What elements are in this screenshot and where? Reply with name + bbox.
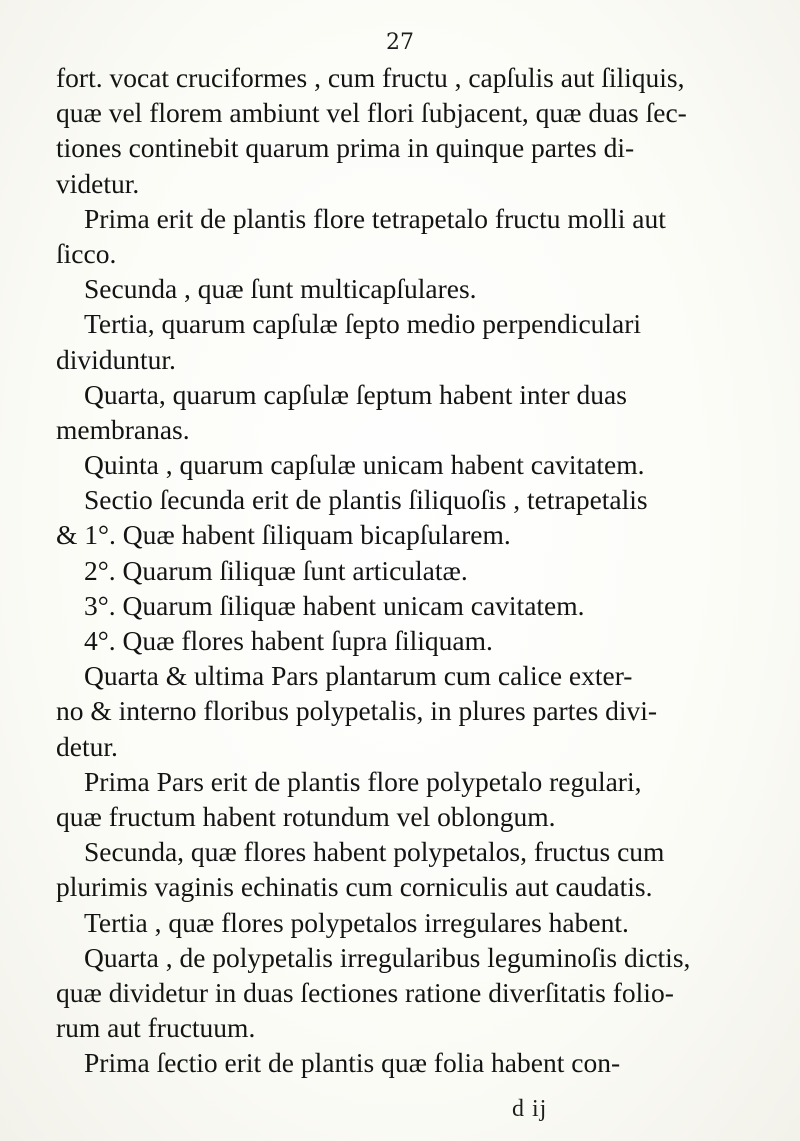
text-line: no & interno floribus polypetalis, in plures partes divi-	[56, 695, 658, 727]
text-line: Prima Pars erit de plantis flore polypetalo regulari,	[84, 765, 642, 797]
text-line: Tertia , quæ flores polypetalos irregulares habent.	[84, 906, 629, 938]
text-line: quæ fructum habent rotundum vel oblongum.	[56, 800, 556, 832]
text-line: Sectio ſecunda erit de plantis ſiliquoſis , tetrapetalis	[84, 484, 648, 516]
text-line: rum aut fructuum.	[56, 1012, 256, 1044]
text-line: 2°. Quarum ſiliquæ ſunt articulatæ.	[84, 554, 468, 586]
text-line: Prima erit de plantis flore tetrapetalo fructu molli aut	[84, 202, 666, 234]
text-line: 4°. Quæ flores habent ſupra ſiliquam.	[84, 625, 493, 656]
text-line: tiones continebit quarum prima in quinque partes di-	[56, 132, 635, 164]
text-line: plurimis vaginis echinatis cum corniculis aut caudatis.	[56, 871, 653, 903]
text-line: fort. vocat cruciformes , cum fructu , capſulis aut ſiliquis,	[56, 62, 685, 93]
text-line: & 1°. Quæ habent ſiliquam bicapſularem.	[56, 519, 511, 551]
text-line: dividuntur.	[56, 343, 176, 375]
body-text	[56, 60, 776, 1080]
text-line: Prima ſectio erit de plantis quæ folia habent con-	[84, 1047, 621, 1079]
text-line: Quarta, quarum capſulæ ſeptum habent inter duas	[84, 378, 627, 410]
text-line: videtur.	[56, 167, 140, 199]
text-line: detur.	[56, 730, 118, 762]
text-line: 3°. Quarum ſiliquæ habent unicam cavitatem.	[84, 589, 585, 621]
text-line: Tertia, quarum capſulæ ſepto medio perpendiculari	[84, 308, 642, 340]
signature-mark: d ij	[512, 1096, 548, 1122]
text-line: Secunda , quæ ſunt multicapſulares.	[84, 273, 477, 305]
text-line: quæ vel florem ambiunt vel flori ſubjacent, quæ duas ſec-	[56, 97, 687, 129]
text-line: Quarta & ultima Pars plantarum cum calice exter-	[84, 660, 633, 692]
text-line: Quinta , quarum capſulæ unicam habent cavitatem.	[84, 449, 645, 481]
text-line: quæ dividetur in duas ſectiones ratione diverſitatis folio-	[56, 976, 674, 1008]
page-number: 27	[386, 30, 414, 55]
text-line: Secunda, quæ flores habent polypetalos, fructus cum	[84, 836, 665, 868]
text-line: membranas.	[56, 413, 190, 445]
text-line: Quarta , de polypetalis irregularibus leguminoſis dictis,	[84, 941, 691, 973]
text-line: ſicco.	[56, 237, 117, 269]
